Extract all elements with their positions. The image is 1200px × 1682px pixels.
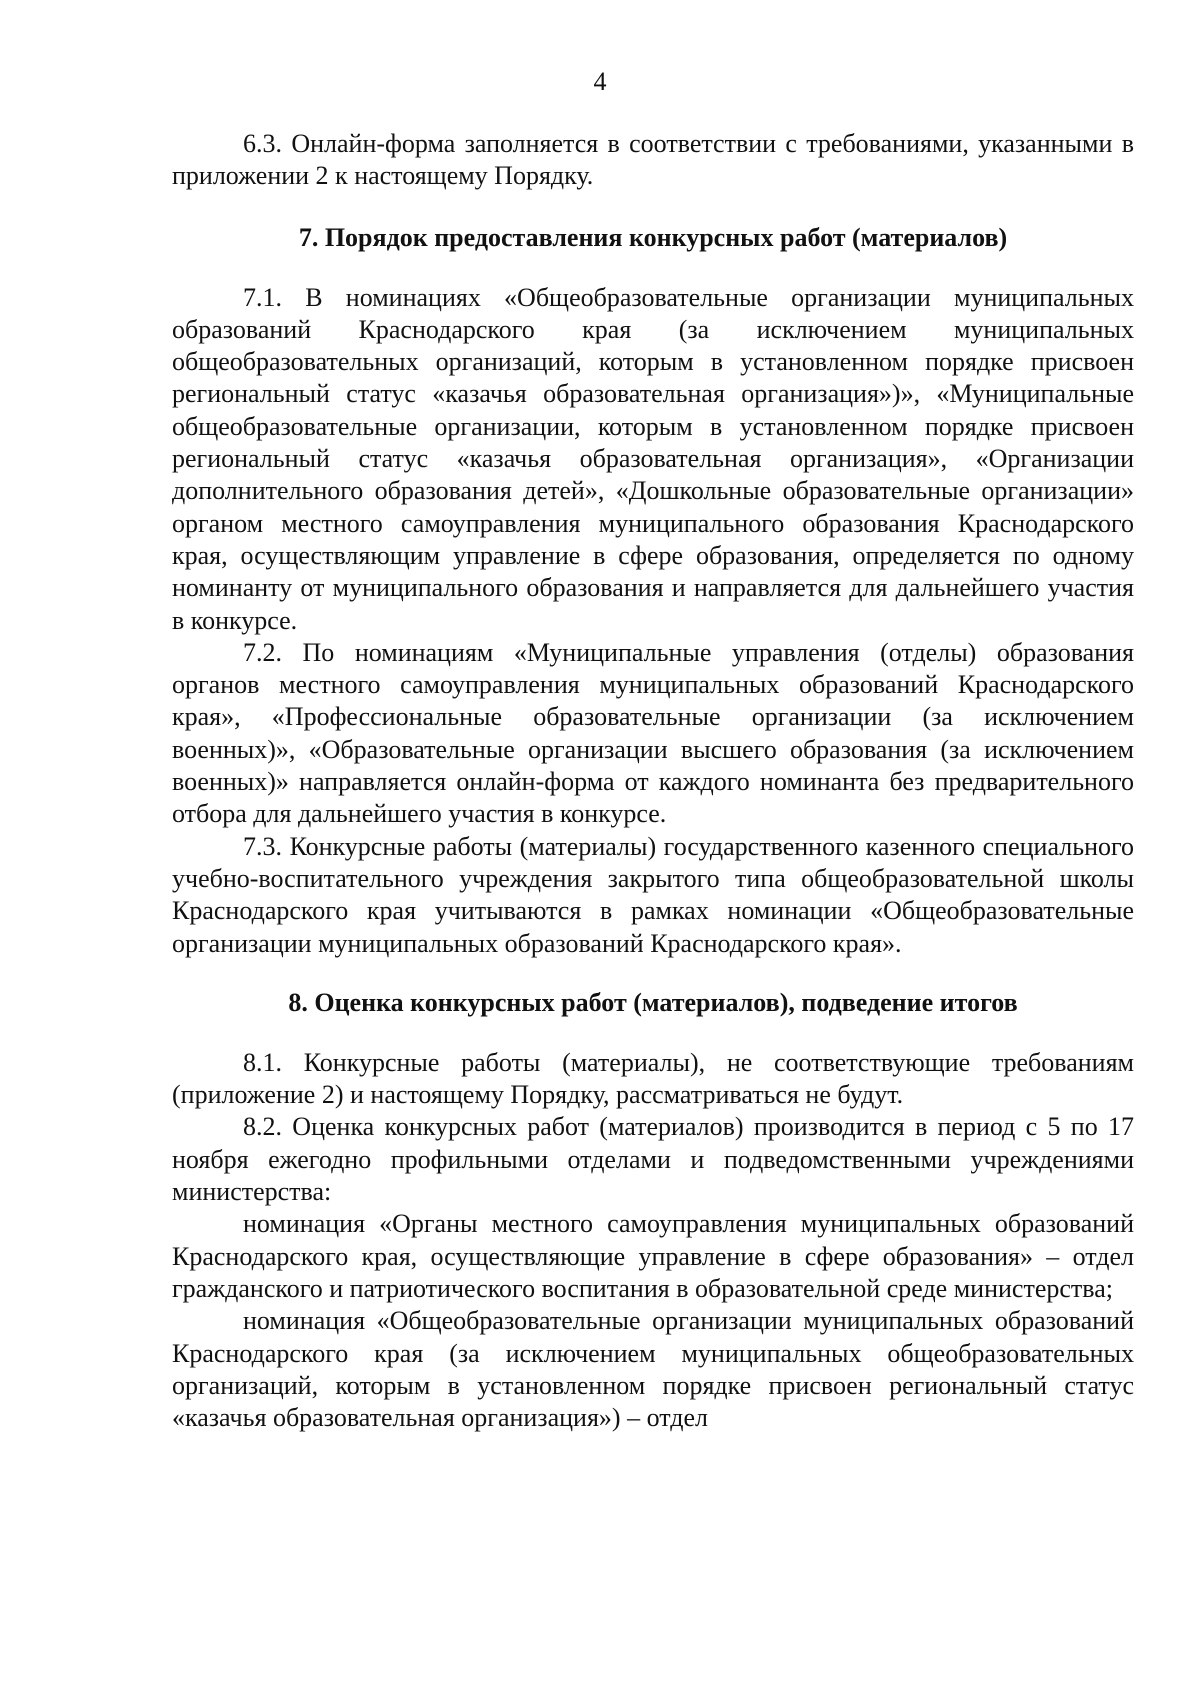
- paragraph-8-1: 8.1. Конкурсные работы (материалы), не соответствующие требованиям (приложение 2) и настоящему Порядку, рассматриваться не будут.: [172, 1047, 1134, 1110]
- nomination-local-government: номинация «Органы местного самоуправления муниципальных образований Краснодарского края, осуществляющие управление в сфере образования» – отдел гражданского и патриотического воспитания в образовательной среде министерства;: [172, 1209, 1134, 1303]
- paragraph-7-3: 7.3. Конкурсные работы (материалы) государственного казенного специального учебно-воспитательного учреждения закрытого типа общеобразовательной школы Краснодарского края учитываются в рамках номинации «Общеобразовательные организации муниципальных образований Краснодарского края».: [172, 831, 1134, 958]
- paragraph-8-2: 8.2. Оценка конкурсных работ (материалов) производится в период с 5 по 17 ноября ежегодно профильными отделами и подведомственными учреждениями министерства:: [172, 1112, 1134, 1207]
- nomination-general-education: номинация «Общеобразовательные организации муниципальных образований Краснодарского края (за исключением муниципальных общеобразовательных организаций, которым в установленном порядке присвоен региональный статус «казачья образовательная организация») – отдел: [172, 1306, 1134, 1433]
- section-7-heading: 7. Порядок предоставления конкурсных работ (материалов): [298, 222, 1008, 252]
- document-body: [172, 128, 1134, 1434]
- paragraph-7-2: 7.2. По номинациям «Муниципальные управления (отделы) образования органов местного самоуправления муниципальных образований Краснодарского края», «Профессиональные образовательные организации (за исключением военных)», «Образовательные организации высшего образования (за исключением военных)» направляется онлайн-форма от каждого номинанта без предварительного отбора для дальнейшего участия в конкурсе.: [172, 637, 1134, 829]
- section-8-heading: 8. Оценка конкурсных работ (материалов), подведение итогов: [288, 987, 1018, 1017]
- paragraph-6-3: 6.3. Онлайн-форма заполняется в соответствии с требованиями, указанными в приложении 2 к настоящему Порядку.: [172, 129, 1134, 191]
- paragraph-7-1: 7.1. В номинациях «Общеобразовательные организации муниципальных образований Краснодарского края (за исключением муниципальных общеобразовательных организаций, которым в установленном порядке присвоен региональный статус «казачья образовательная организация»)», «Муниципальные общеобразовательные организации, которым в установленном порядке присвоен региональный статус «казачья образовательная организация», «Организации дополнительного образования детей», «Дошкольные образовательные организации» органом местного самоуправления муниципального образования Краснодарского края, осуществляющим управление в сфере образования, определяется по одному номинанту от муниципального образования и направляется для дальнейшего участия в конкурсе.: [172, 282, 1134, 635]
- page-number: 4: [593, 67, 607, 96]
